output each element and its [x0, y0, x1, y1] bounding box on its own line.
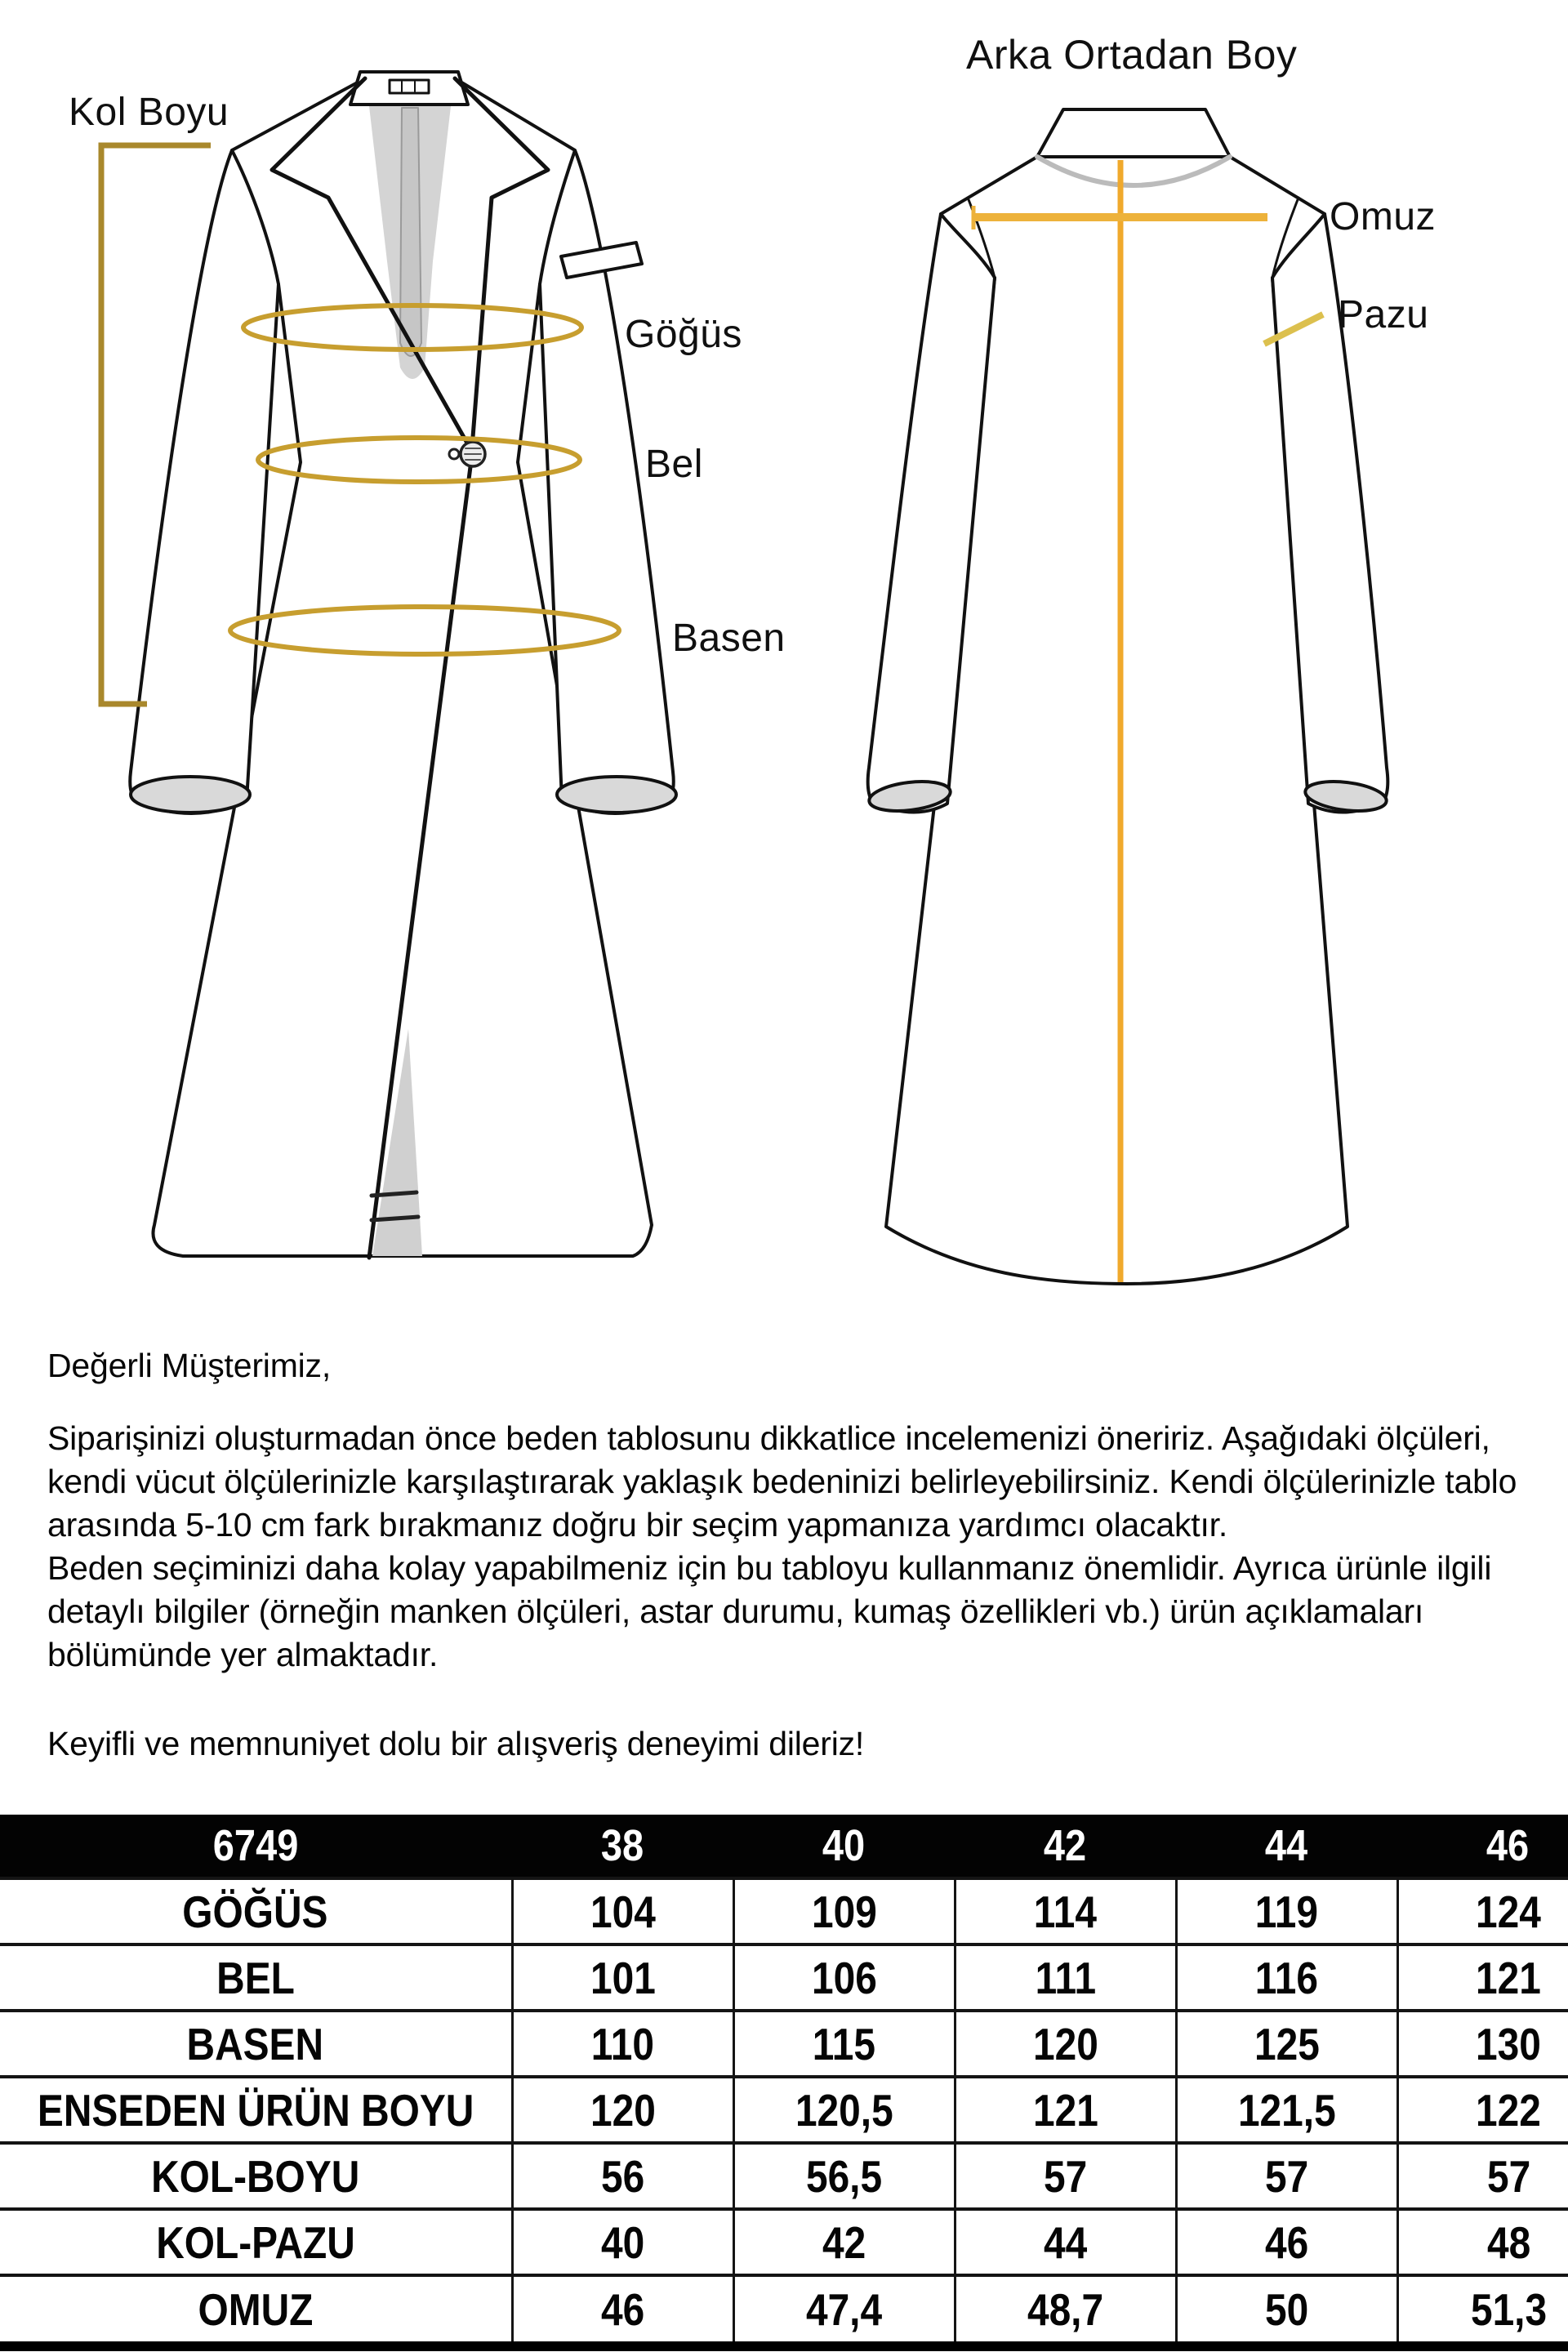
greeting-text: Değerli Müşterimiz, [47, 1347, 332, 1384]
product-code-cell [0, 1815, 512, 1878]
measure-value-cell: 121 [955, 2077, 1176, 2143]
table-row-enseden-urun-boyu [0, 2077, 1568, 2143]
measure-value-cell: 104 [512, 1878, 733, 1944]
measure-value-cell: 47,4 [733, 2275, 955, 2341]
size-col-header: 42 [1044, 1821, 1087, 1870]
measure-value-cell: 122 [1397, 2077, 1568, 2143]
table-row-omuz [0, 2275, 1568, 2341]
measure-value-cell: 125 [1176, 2011, 1397, 2077]
measure-value-cell: 57 [955, 2143, 1176, 2209]
table-row-bel [0, 1944, 1568, 2011]
intro-paragraph-1: Siparişinizi oluşturmadan önce beden tablosunu dikkatlice incelemenizi öneririz. Aşağıdaki ölçüleri, kendi vücut ölçülerinizle karşılaştırarak yaklaşık bedeninizi belirleyebilirsiniz. Kendi ölçülerinizle tablo arasında 5-10 cm fark bırakmanız doğru bir seçim yapmanıza yardımcı olacaktır. [47, 1419, 1517, 1544]
size-table-header-row [0, 1815, 1568, 1878]
back-collar [1037, 109, 1230, 157]
table-row-kol-boyu [0, 2143, 1568, 2209]
measure-value-cell: 56 [512, 2143, 733, 2209]
measure-row-label: KOL-BOYU [0, 2143, 512, 2209]
measure-value-cell: 111 [955, 1944, 1176, 2011]
measure-value-cell: 50 [1176, 2275, 1397, 2341]
size-col-header: 46 [1486, 1821, 1530, 1870]
measure-row-label: KOL-PAZU [0, 2209, 512, 2275]
measure-value-cell: 57 [1176, 2143, 1397, 2209]
measure-value-cell: 110 [512, 2011, 733, 2077]
size-table-section [0, 1815, 1568, 2351]
measure-value-cell: 120,5 [733, 2077, 955, 2143]
measure-value-cell: 51,3 [1397, 2275, 1568, 2341]
measure-value-cell: 48,7 [955, 2275, 1176, 2341]
measure-value-cell: 40 [512, 2209, 733, 2275]
measure-value-cell: 46 [512, 2275, 733, 2341]
measure-value-cell: 109 [733, 1878, 955, 1944]
measure-value-cell: 116 [1176, 1944, 1397, 2011]
table-row-kol-pazu [0, 2209, 1568, 2275]
measure-value-cell: 46 [1176, 2209, 1397, 2275]
measure-row-label: OMUZ [0, 2275, 512, 2341]
measure-value-cell: 120 [512, 2077, 733, 2143]
measure-value-cell: 101 [512, 1944, 733, 2011]
measure-value-cell: 42 [733, 2209, 955, 2275]
table-row-gogus [0, 1878, 1568, 1944]
front-coat-drawing [130, 72, 676, 1258]
back-coat-drawing [867, 109, 1388, 1284]
label-omuz: Omuz [1330, 195, 1437, 238]
closing-text: Keyifli ve memnuniyet dolu bir alışveriş deneyimi dileriz! [47, 1725, 865, 1762]
label-kol-boyu: Kol Boyu [69, 91, 229, 134]
label-arka-ortadan-boy: Arka Ortadan Boy [966, 32, 1298, 78]
intro-paragraph-2: Beden seçiminizi daha kolay yapabilmeniz için bu tabloyu kullanmanız önemlidir. Ayrıca ürünle ilgili detaylı bilgiler (örneğin manken ölçüleri, astar durumu, kumaş özellikleri vb.) ürün açıklamaları bölümünde yer almaktadır. [47, 1549, 1492, 1673]
measure-value-cell: 48 [1397, 2209, 1568, 2275]
measure-value-cell: 119 [1176, 1878, 1397, 1944]
measure-value-cell: 130 [1397, 2011, 1568, 2077]
measure-value-cell: 124 [1397, 1878, 1568, 1944]
size-col-header: 44 [1265, 1821, 1308, 1870]
measure-value-cell: 115 [733, 2011, 955, 2077]
table-row-basen [0, 2011, 1568, 2077]
label-pazu: Pazu [1338, 293, 1429, 336]
measure-value-cell: 120 [955, 2011, 1176, 2077]
measure-row-label: ENSEDEN ÜRÜN BOYU [0, 2077, 512, 2143]
size-table [0, 1815, 1568, 2341]
measure-value-cell: 114 [955, 1878, 1176, 1944]
measure-value-cell: 56,5 [733, 2143, 955, 2209]
measure-value-cell: 44 [955, 2209, 1176, 2275]
size-col-header: 38 [601, 1821, 644, 1870]
label-basen: Basen [672, 617, 786, 660]
label-bel: Bel [645, 443, 703, 486]
measure-row-label: GÖĞÜS [0, 1878, 512, 1944]
size-col-header: 40 [822, 1821, 866, 1870]
measure-row-label: BEL [0, 1944, 512, 2011]
measure-value-cell: 106 [733, 1944, 955, 2011]
measure-value-cell: 57 [1397, 2143, 1568, 2209]
intro-text-block [47, 1344, 1557, 1766]
measure-value-cell: 121 [1397, 1944, 1568, 2011]
label-gogus: Göğüs [625, 313, 742, 356]
measure-row-label: BASEN [0, 2011, 512, 2077]
product-code: 6749 [213, 1821, 299, 1870]
measure-value-cell: 121,5 [1176, 2077, 1397, 2143]
